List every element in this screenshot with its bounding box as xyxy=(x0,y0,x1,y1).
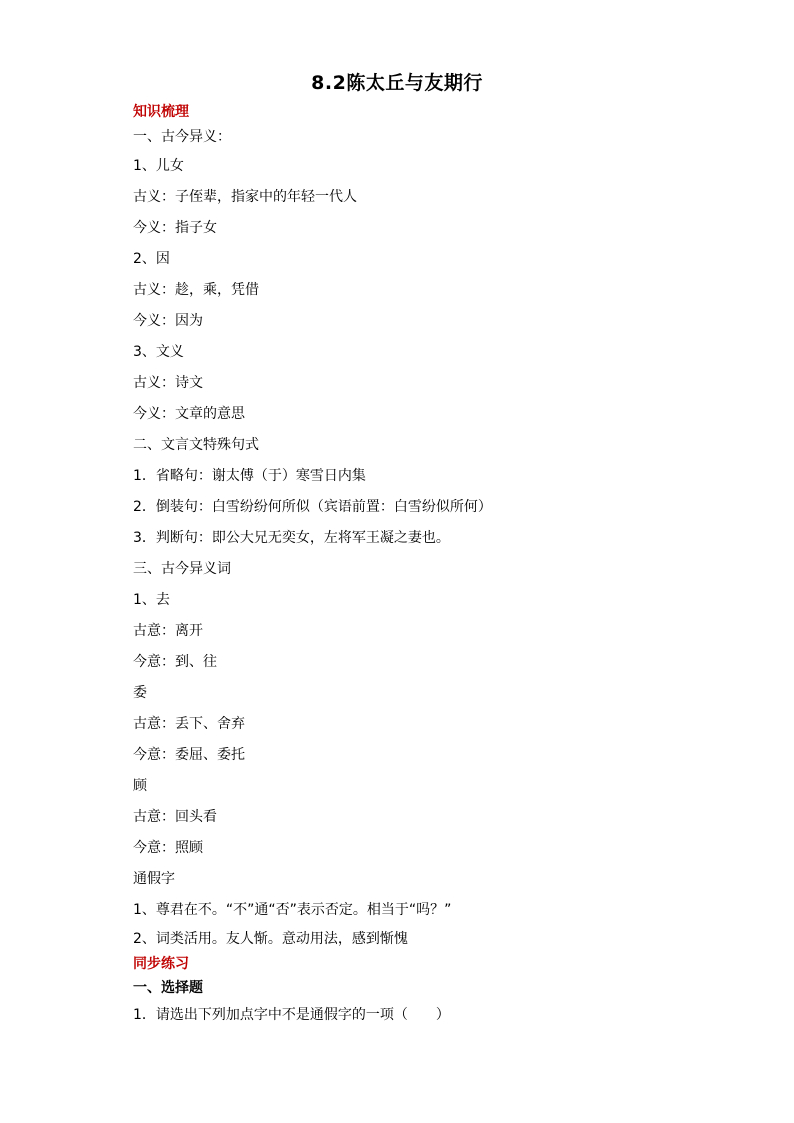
text-line: 顾 xyxy=(133,778,147,794)
text-line: 今义：文章的意思 xyxy=(133,406,245,422)
text-line: 三、古今异义词 xyxy=(133,561,231,577)
subsection-heading: 一、选择题 xyxy=(133,980,203,996)
section-heading-practice: 同步练习 xyxy=(133,956,189,972)
text-line: 委 xyxy=(133,685,147,701)
text-line: 今义：指子女 xyxy=(133,220,217,236)
text-line: 通假字 xyxy=(133,871,175,887)
text-line: 古意：丢下、舍弃 xyxy=(133,716,245,732)
text-line: 古义：诗文 xyxy=(133,375,203,391)
text-line: 1、儿女 xyxy=(133,158,184,174)
text-line: 2、因 xyxy=(133,251,170,267)
text-line: 古义：趁，乘，凭借 xyxy=(133,282,259,298)
text-line: 3．判断句：即公大兄无奕女，左将军王凝之妻也。 xyxy=(133,530,450,546)
question-text: 1．请选出下列加点字中不是通假字的一项（ ） xyxy=(133,1007,450,1023)
text-line: 今义：因为 xyxy=(133,313,203,329)
text-line: 古意：离开 xyxy=(133,623,203,639)
text-line: 1．省略句：谢太傅（于）寒雪日内集 xyxy=(133,468,366,484)
text-line: 1、去 xyxy=(133,592,170,608)
text-line: 古义：子侄辈，指家中的年轻一代人 xyxy=(133,189,357,205)
text-line: 今意：到、往 xyxy=(133,654,217,670)
text-line: 二、文言文特殊句式 xyxy=(133,437,259,453)
text-line: 2．倒装句：白雪纷纷何所似（宾语前置：白雪纷似所何） xyxy=(133,499,492,515)
text-line: 今意：委屈、委托 xyxy=(133,747,245,763)
section-heading-knowledge: 知识梳理 xyxy=(133,104,189,120)
document-title: 8.2陈太丘与友期行 xyxy=(311,72,483,94)
text-line: 3、文义 xyxy=(133,344,184,360)
text-line: 今意：照顾 xyxy=(133,840,203,856)
text-line: 古意：回头看 xyxy=(133,809,217,825)
text-line: 2、词类活用。友人惭。意动用法，感到惭愧 xyxy=(133,931,408,947)
document-body xyxy=(133,100,733,1031)
text-line: 一、古今异义： xyxy=(133,129,231,145)
text-line: 1、尊君在不。“不”通“否”表示否定。相当于“吗？” xyxy=(133,902,452,918)
